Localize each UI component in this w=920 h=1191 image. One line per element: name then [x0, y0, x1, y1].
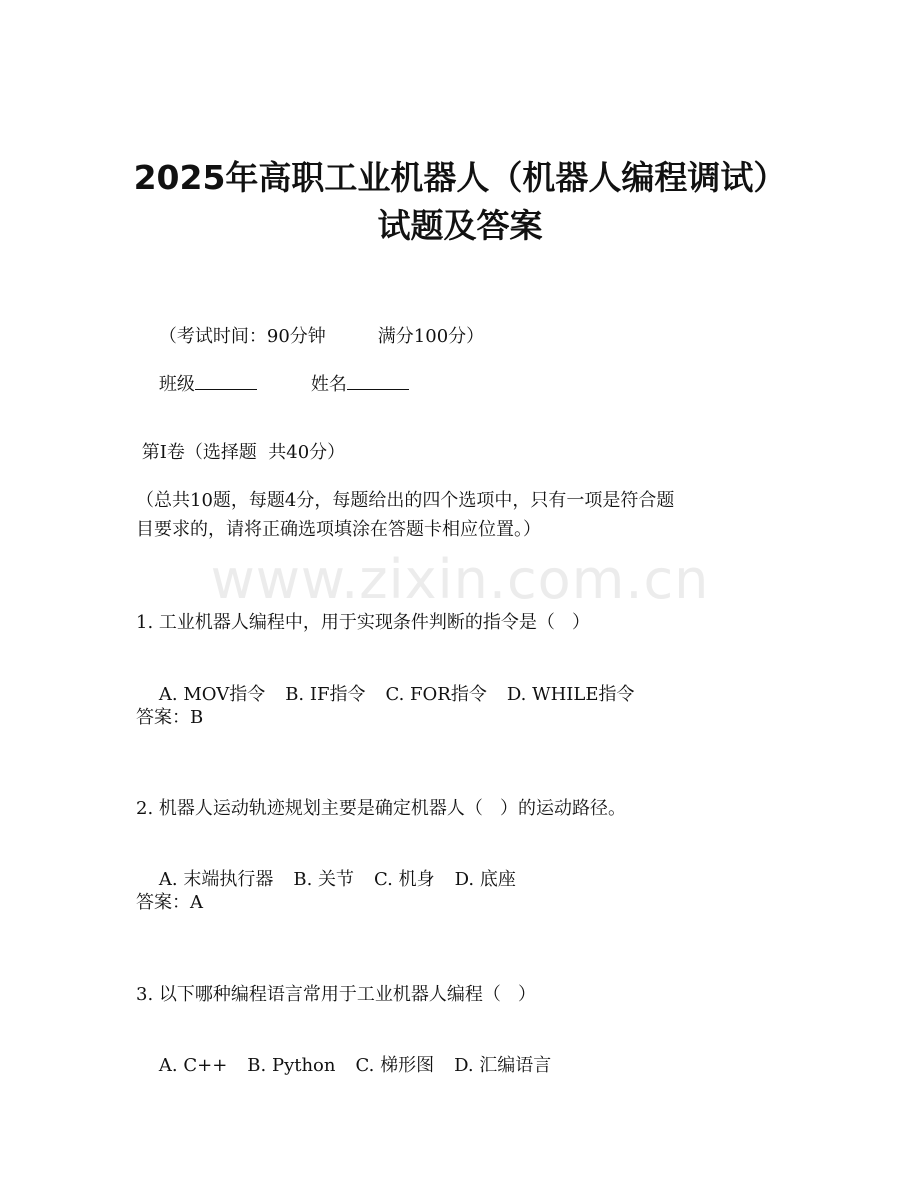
option-a: A. 末端执行器: [158, 869, 274, 890]
class-blank: [195, 373, 257, 390]
student-info: [136, 349, 409, 421]
question-2-answer: 答案：A: [136, 892, 203, 913]
option-c: C. 机身: [374, 869, 435, 890]
name-label: 姓名: [310, 374, 347, 395]
question-3-stem: 3. 以下哪种编程语言常用于工业机器人编程（ ）: [136, 984, 537, 1005]
option-a: A. C++: [158, 1055, 228, 1076]
question-2-stem: 2. 机器人运动轨迹规划主要是确定机器人（ ）的运动路径。: [136, 798, 627, 819]
exam-score: 满分100分）: [377, 326, 485, 347]
question-1-options: [136, 659, 655, 731]
class-label: 班级: [158, 374, 195, 395]
question-1-stem: 1. 工业机器人编程中，用于实现条件判断的指令是（ ）: [136, 612, 591, 633]
exam-time: （考试时间：90分钟: [158, 326, 326, 347]
question-3-options: [136, 1030, 571, 1102]
option-a: A. MOV指令: [158, 684, 266, 705]
question-1-answer: 答案：B: [136, 707, 204, 728]
document-title-line1: 2025年高职工业机器人（机器人编程调试）: [133, 158, 787, 197]
document-title-line2: 试题及答案: [377, 206, 543, 245]
option-d: D. 汇编语言: [454, 1055, 552, 1076]
name-blank: [347, 373, 409, 390]
option-b: B. 关节: [293, 869, 355, 890]
option-d: D. WHILE指令: [506, 684, 635, 705]
option-c: C. FOR指令: [385, 684, 487, 705]
watermark: www.zixin.com.cn: [210, 548, 710, 611]
section-instruction-2: 目要求的，请将正确选项填涂在答题卡相应位置。）: [136, 519, 541, 540]
section-instruction-1: （总共10题，每题4分，每题给出的四个选项中，只有一项是符合题: [136, 490, 675, 511]
option-d: D. 底座: [454, 869, 516, 890]
option-c: C. 梯形图: [355, 1055, 435, 1076]
option-b: B. IF指令: [285, 684, 366, 705]
option-b: B. Python: [247, 1055, 336, 1076]
section-heading: 第Ⅰ卷（选择题 共40分）: [136, 442, 346, 463]
